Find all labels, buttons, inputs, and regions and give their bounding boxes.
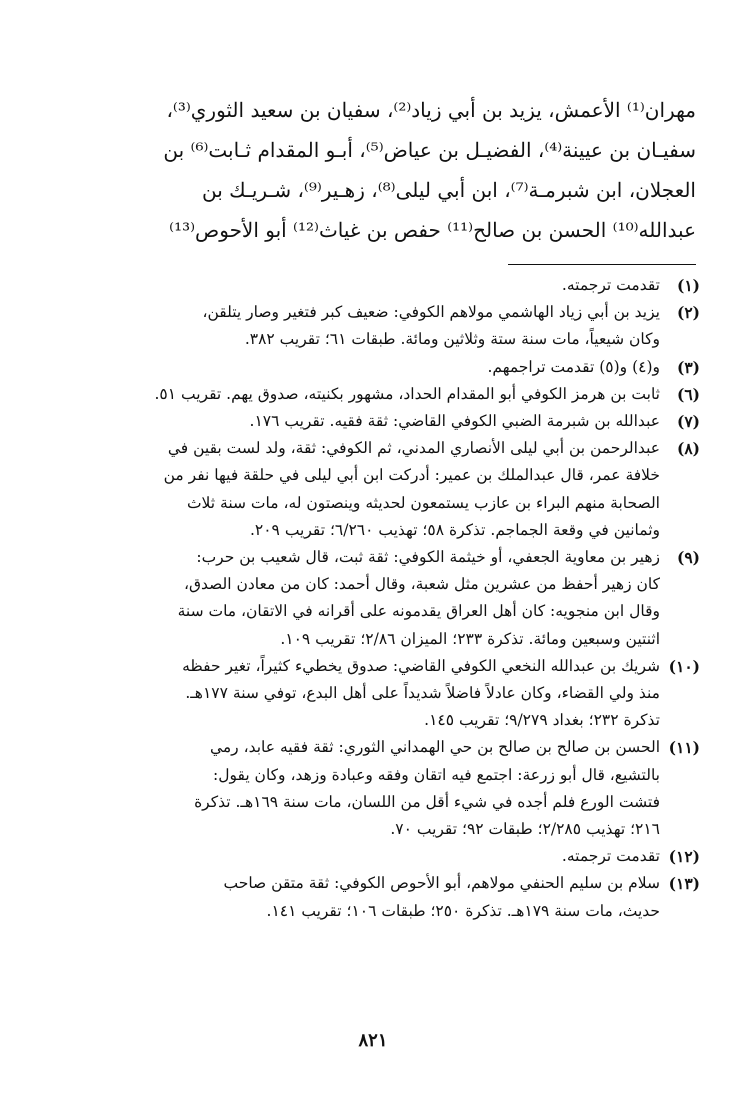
footnote-line: يزيد بن أبي زياد الهاشمي مولاهم الكوفي: ضعيف كبر فتغير وصار يتلقن، bbox=[202, 303, 660, 322]
footnote-10 bbox=[42, 653, 700, 735]
footnote-line: تقدمت ترجمته. bbox=[561, 276, 660, 294]
footnote-number: (١) bbox=[676, 276, 700, 295]
footnote-number: (١٢) bbox=[668, 847, 700, 867]
main-text bbox=[46, 90, 696, 250]
footnote-12 bbox=[42, 843, 700, 870]
main-text-line: عبدالله⁽¹⁰⁾ الحسن بن صالح⁽¹¹⁾ حفص بن غياث⁽¹²⁾ أبو الأحوص⁽¹³⁾ bbox=[169, 218, 696, 242]
footnote-number: (٣) bbox=[676, 357, 700, 377]
footnote-line: شريك بن عبدالله النخعي الكوفي القاضي: صدوق يخطيء كثيراً، تغير حفظه bbox=[182, 656, 660, 675]
footnote-3 bbox=[42, 354, 700, 381]
main-text-line: سفيـان بن عيينة⁽⁴⁾، الفضيـل بن عياض⁽⁵⁾، أبـو المقدام ثـابت⁽⁶⁾ بن bbox=[163, 138, 696, 162]
main-text-line: مهران⁽¹⁾ الأعمش، يزيد بن أبي زياد⁽²⁾، سفيان بن سعيد الثوري⁽³⁾، bbox=[166, 98, 696, 122]
footnote-line: زهير بن معاوية الجعفي، أو خيثمة الكوفي: ثقة ثبت، قال شعيب بن حرب: bbox=[196, 548, 660, 567]
footnote-line: الصحابة منهم البراء بن عازب يستمعون لحديثه وينصتون له، مات سنة ثلاث bbox=[186, 493, 660, 512]
footnote-6 bbox=[42, 381, 700, 408]
footnote-line: وكان شيعياً، مات سنة ستة وثلاثين ومائة. طبقات ٦١؛ تقريب ٣٨٢. bbox=[244, 330, 660, 349]
footnote-line: تذكرة ٢٣٢؛ بغداد ٩/٢٧٩؛ تقريب ١٤٥. bbox=[424, 711, 660, 730]
footnote-number: (٦) bbox=[676, 384, 700, 404]
footnote-11 bbox=[42, 734, 700, 843]
footnote-line: فتشت الورع فلم أجده في شيء أقل من اللسان، مات سنة ١٦٩هـ. تذكرة bbox=[194, 792, 660, 811]
footnote-line: اثنتين وسبعين ومائة. تذكرة ٢٣٣؛ الميزان ٢/٨٦؛ تقريب ١٠٩. bbox=[280, 629, 660, 648]
footnote-line: ٢١٦؛ تهذيب ٢/٢٨٥؛ طبقات ٩٢؛ تقريب ٧٠. bbox=[390, 820, 660, 839]
footnote-number: (٢) bbox=[676, 303, 700, 323]
footnote-line: خلافة عمر، قال عبدالملك بن عمير: أدركت ابن أبي ليلى في حلقة فيها نفر من bbox=[163, 466, 660, 485]
footnote-line: كان زهير أحفظ من عشرين مثل شعبة، وقال أحمد: كان من معادن الصدق، bbox=[183, 575, 660, 594]
footnote-8 bbox=[42, 435, 700, 544]
footnote-divider bbox=[508, 264, 696, 265]
footnote-line: عبدالرحمن بن أبي ليلى الأنصاري المدني، ثم الكوفي: ثقة، ولد لست بقين في bbox=[167, 439, 660, 458]
footnotes bbox=[42, 272, 700, 925]
footnote-13 bbox=[42, 870, 700, 924]
footnote-7 bbox=[42, 408, 700, 435]
footnote-line: الحسن بن صالح بن صالح بن حي الهمداني الثوري: ثقة فقيه عابد، رمي bbox=[209, 738, 660, 757]
footnote-line: حديث، مات سنة ١٧٩هـ. تذكرة ٢٥٠؛ طبقات ١٠٦؛ تقريب ١٤١. bbox=[266, 901, 660, 920]
footnote-line: تقدمت ترجمته. bbox=[561, 847, 660, 866]
footnote-line: منذ ولي القضاء، وكان عادلاً فاضلاً شديداً على أهل البدع، توفي سنة ١٧٧هـ. bbox=[185, 684, 660, 703]
footnote-number: (١٣) bbox=[668, 874, 700, 894]
footnote-line: عبدالله بن شبرمة الضبي الكوفي القاضي: ثقة فقيه. تقريب ١٧٦. bbox=[249, 412, 660, 431]
footnote-number: (١٠) bbox=[668, 656, 700, 676]
footnote-line: ثابت بن هرمز الكوفي أبو المقدام الحداد، مشهور بكنيته، صدوق يهم. تقريب ٥١. bbox=[154, 384, 660, 403]
footnote-line: و(٤) و(٥) تقدمت تراجمهم. bbox=[487, 357, 660, 376]
footnote-line: وقال ابن منجويه: كان أهل العراق يقدمونه على أقرانه في الاتقان، مات سنة bbox=[177, 602, 660, 621]
footnote-1 bbox=[42, 272, 700, 299]
footnote-line: وثمانين في وقعة الجماجم. تذكرة ٥٨؛ تهذيب ٦/٢٦٠؛ تقريب ٢٠٩. bbox=[249, 520, 660, 539]
footnote-line: بالتشيع، قال أبو زرعة: اجتمع فيه اتقان وفقه وعبادة وزهد، وكان يقول: bbox=[212, 765, 660, 784]
footnote-line: سلام بن سليم الحنفي مولاهم، أبو الأحوص الكوفي: ثقة متقن صاحب bbox=[223, 874, 660, 893]
footnote-9 bbox=[42, 544, 700, 653]
footnote-number: (١١) bbox=[668, 738, 700, 758]
main-text-line: العجلان، ابن شبرمـة⁽⁷⁾، ابن أبي ليلى⁽⁸⁾، زهـير⁽⁹⁾، شـريـك بن bbox=[202, 178, 696, 202]
footnote-2 bbox=[42, 299, 700, 353]
page-number: ٨٢١ bbox=[358, 1030, 388, 1051]
footnote-number: (٧) bbox=[676, 412, 700, 432]
footnote-number: (٩) bbox=[676, 548, 700, 568]
footnote-number: (٨) bbox=[676, 439, 700, 459]
